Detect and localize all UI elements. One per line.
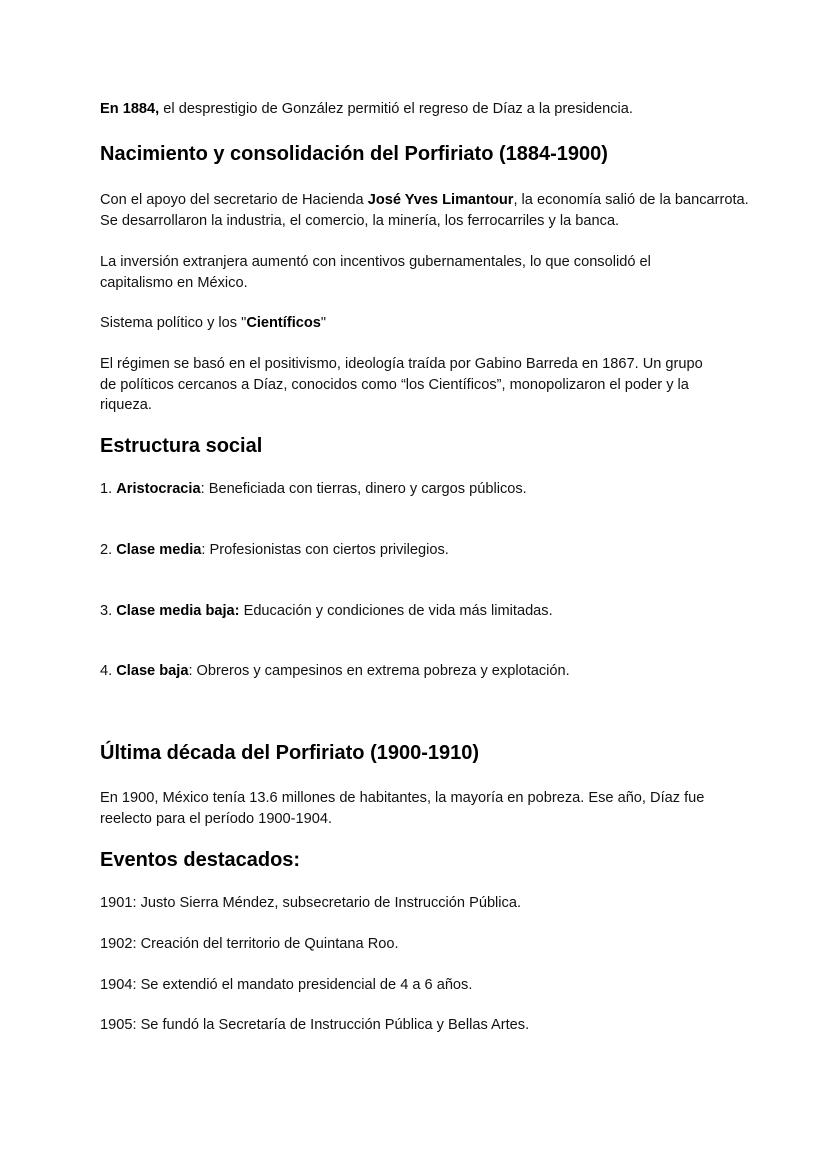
event-item: 1901: Justo Sierra Méndez, subsecretario de Instrucción Pública. (100, 895, 522, 911)
event-item: 1905: Se fundó la Secretaría de Instrucción Pública y Bellas Artes. (100, 1017, 530, 1033)
paragraph-inversion: La inversión extranjera aumentó con incentivos gubernamentales, lo que consolidó el capitalismo en México. (100, 254, 651, 291)
heading-ultima-decada: Última década del Porfiriato (1900-1910) (100, 742, 480, 764)
paragraph-regimen: El régimen se basó en el positivismo, ideología traída por Gabino Barreda en 1867. Un grupo de políticos cercanos a Díaz, conocidos como “los Científicos”, monopolizaron el poder y la riqueza. (100, 356, 703, 414)
list-item: 3. Clase media baja: Educación y condiciones de vida más limitadas. (100, 603, 553, 619)
paragraph-sistema: Sistema político y los "Científicos" (100, 315, 327, 331)
paragraph-1900: En 1900, México tenía 13.6 millones de habitantes, la mayoría en pobreza. Ese año, Díaz fue reelecto para el período 1900-1904. (100, 790, 705, 827)
list-item: 4. Clase baja: Obreros y campesinos en extrema pobreza y explotación. (100, 663, 570, 679)
heading-eventos: Eventos destacados: (100, 849, 301, 871)
heading-estructura: Estructura social (100, 435, 263, 457)
paragraph-limantour: Con el apoyo del secretario de Hacienda José Yves Limantour, la economía salió de la bancarrota. Se desarrollaron la industria, el comercio, la minería, los ferrocarriles y la banca. (100, 192, 749, 229)
list-item: 2. Clase media: Profesionistas con ciertos privilegios. (100, 542, 449, 558)
heading-nacimiento: Nacimiento y consolidación del Porfiriato (1884-1900) (100, 143, 608, 165)
event-item: 1904: Se extendió el mandato presidencial de 4 a 6 años. (100, 977, 473, 993)
event-item: 1902: Creación del territorio de Quintana Roo. (100, 936, 399, 952)
list-item: 1. Aristocracia: Beneficiada con tierras, dinero y cargos públicos. (100, 481, 527, 497)
intro-paragraph: En 1884, el desprestigio de González permitió el regreso de Díaz a la presidencia. (100, 101, 633, 117)
